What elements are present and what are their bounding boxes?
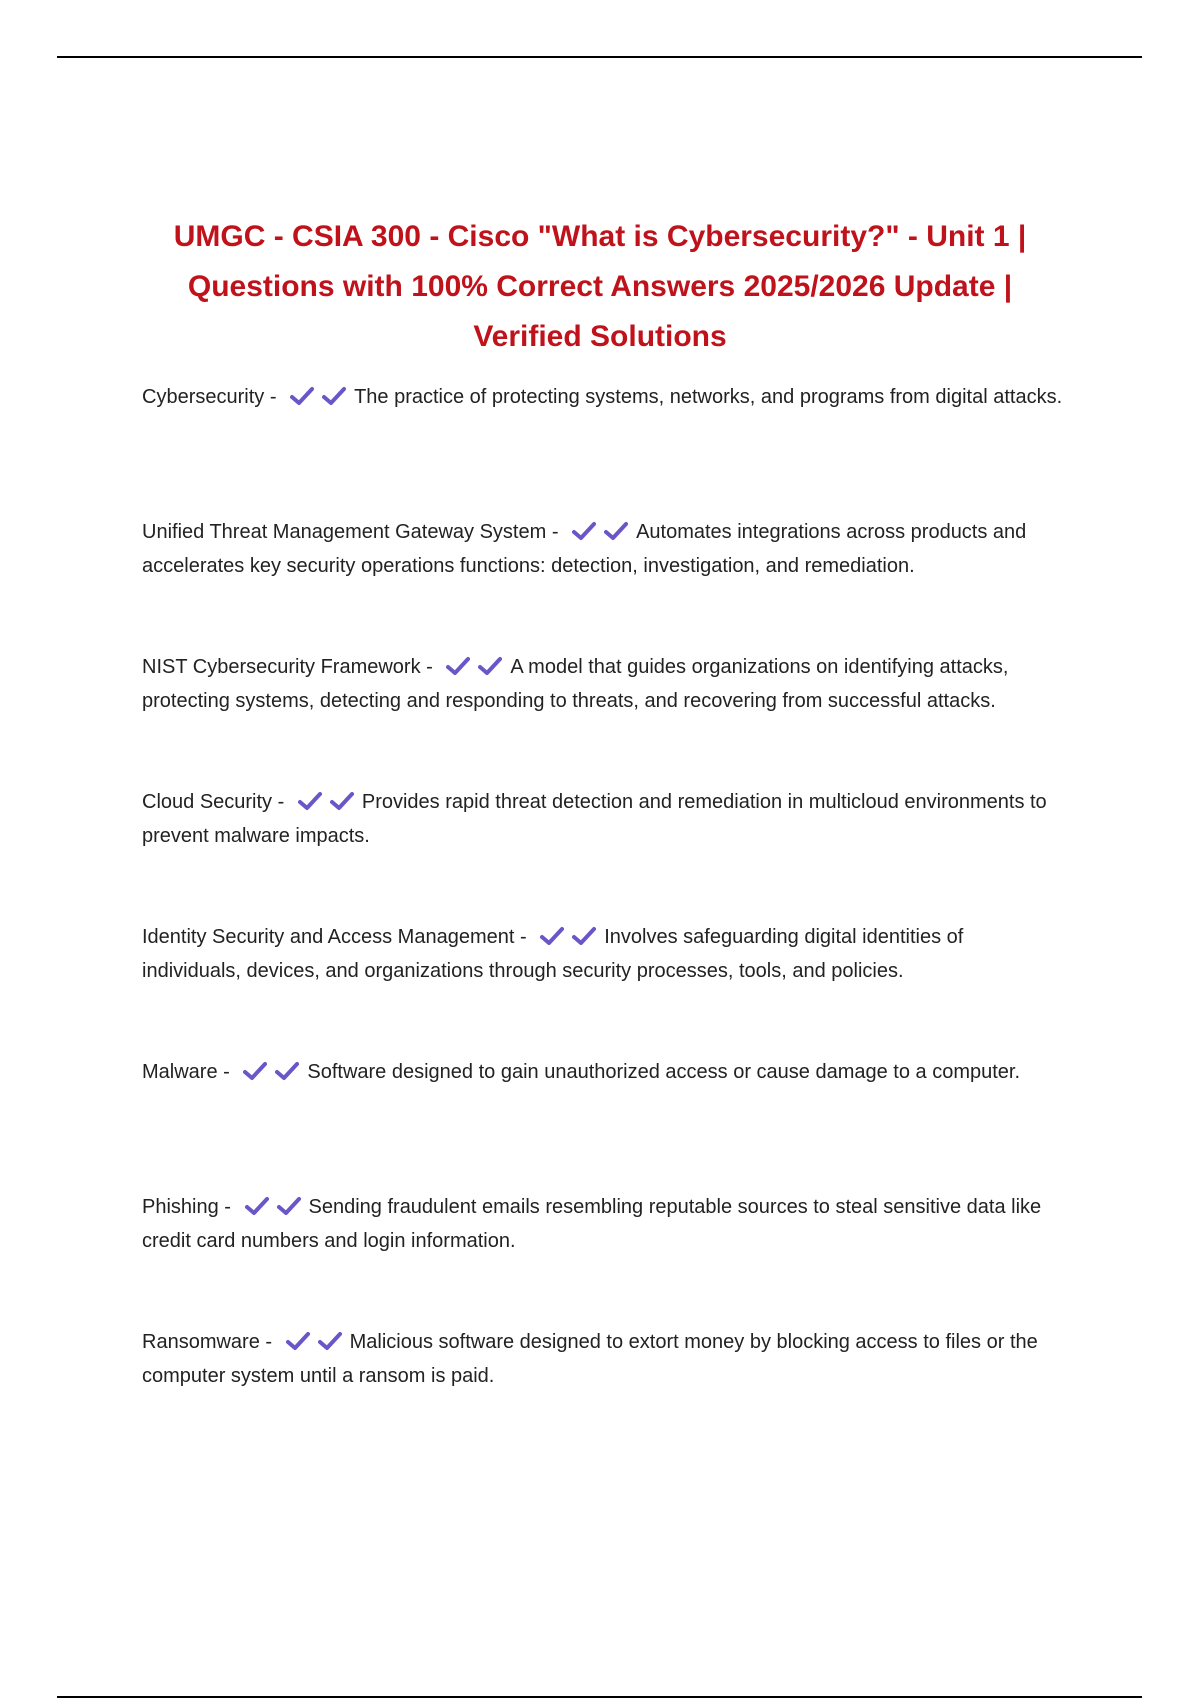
check-icon	[572, 926, 596, 946]
bottom-rule	[57, 1696, 1142, 1698]
separator: -	[223, 1061, 230, 1083]
definition: The practice of protecting systems, networks, and programs from digital attacks.	[354, 386, 1063, 408]
qa-item	[142, 1055, 1067, 1190]
check-icon	[572, 521, 596, 541]
qa-item	[142, 650, 1067, 785]
qa-list	[142, 380, 1067, 1460]
definition: A model that guides organizations on identifying attacks, protecting systems, detecting and responding to threats, and recovering from successful attacks.	[142, 656, 1009, 712]
top-rule	[57, 56, 1142, 58]
term: Malware	[142, 1061, 218, 1083]
answer-marks	[290, 386, 354, 408]
answer-marks	[245, 1196, 309, 1218]
term: NIST Cybersecurity Framework	[142, 656, 421, 678]
qa-item	[142, 380, 1067, 515]
check-icon	[540, 926, 564, 946]
check-icon	[290, 386, 314, 406]
answer-marks	[572, 521, 636, 543]
check-icon	[277, 1196, 301, 1216]
separator: -	[426, 656, 433, 678]
term: Ransomware	[142, 1331, 260, 1353]
separator: -	[277, 791, 285, 813]
qa-item	[142, 1190, 1067, 1325]
separator: -	[224, 1196, 231, 1218]
definition: Sending fraudulent emails resembling reputable sources to steal sensitive data like credit card numbers and login information.	[142, 1196, 1042, 1252]
document-title: UMGC - CSIA 300 - Cisco "What is Cybersecurity?" - Unit 1 | Questions with 100% Correct Answers 2025/2026 Update | Verified Solutions	[173, 220, 1027, 353]
answer-marks	[298, 791, 362, 813]
check-icon	[318, 1331, 342, 1351]
definition: Involves safeguarding digital identities of individuals, devices, and organizations through security processes, tools, and policies.	[142, 926, 964, 982]
check-icon	[478, 656, 502, 676]
term: Unified Threat Management Gateway System	[142, 521, 547, 543]
term: Phishing	[142, 1196, 219, 1218]
term: Cloud Security	[142, 791, 273, 813]
check-icon	[275, 1061, 299, 1081]
answer-marks	[446, 656, 510, 678]
term: Cybersecurity	[142, 386, 265, 408]
qa-item	[142, 515, 1067, 650]
definition: Malicious software designed to extort money by blocking access to files or the computer system until a ransom is paid.	[142, 1331, 1038, 1387]
check-icon	[446, 656, 470, 676]
qa-item	[142, 920, 1067, 1055]
answer-marks	[540, 926, 604, 948]
term: Identity Security and Access Management	[142, 926, 515, 948]
check-icon	[330, 791, 354, 811]
definition: Automates integrations across products and accelerates key security operations functions: detection, investigation, and remediation.	[142, 521, 1027, 577]
check-icon	[243, 1061, 267, 1081]
answer-marks	[243, 1061, 307, 1083]
separator: -	[265, 1331, 273, 1353]
check-icon	[245, 1196, 269, 1216]
check-icon	[322, 386, 346, 406]
qa-item	[142, 785, 1067, 920]
qa-item	[142, 1325, 1067, 1460]
definition: Software designed to gain unauthorized access or cause damage to a computer.	[307, 1061, 1021, 1083]
definition: Provides rapid threat detection and remediation in multicloud environments to prevent malware impacts.	[142, 791, 1047, 847]
answer-marks	[286, 1331, 350, 1353]
check-icon	[604, 521, 628, 541]
separator: -	[519, 926, 527, 948]
separator: -	[269, 386, 277, 408]
separator: -	[551, 521, 559, 543]
check-icon	[286, 1331, 310, 1351]
check-icon	[298, 791, 322, 811]
